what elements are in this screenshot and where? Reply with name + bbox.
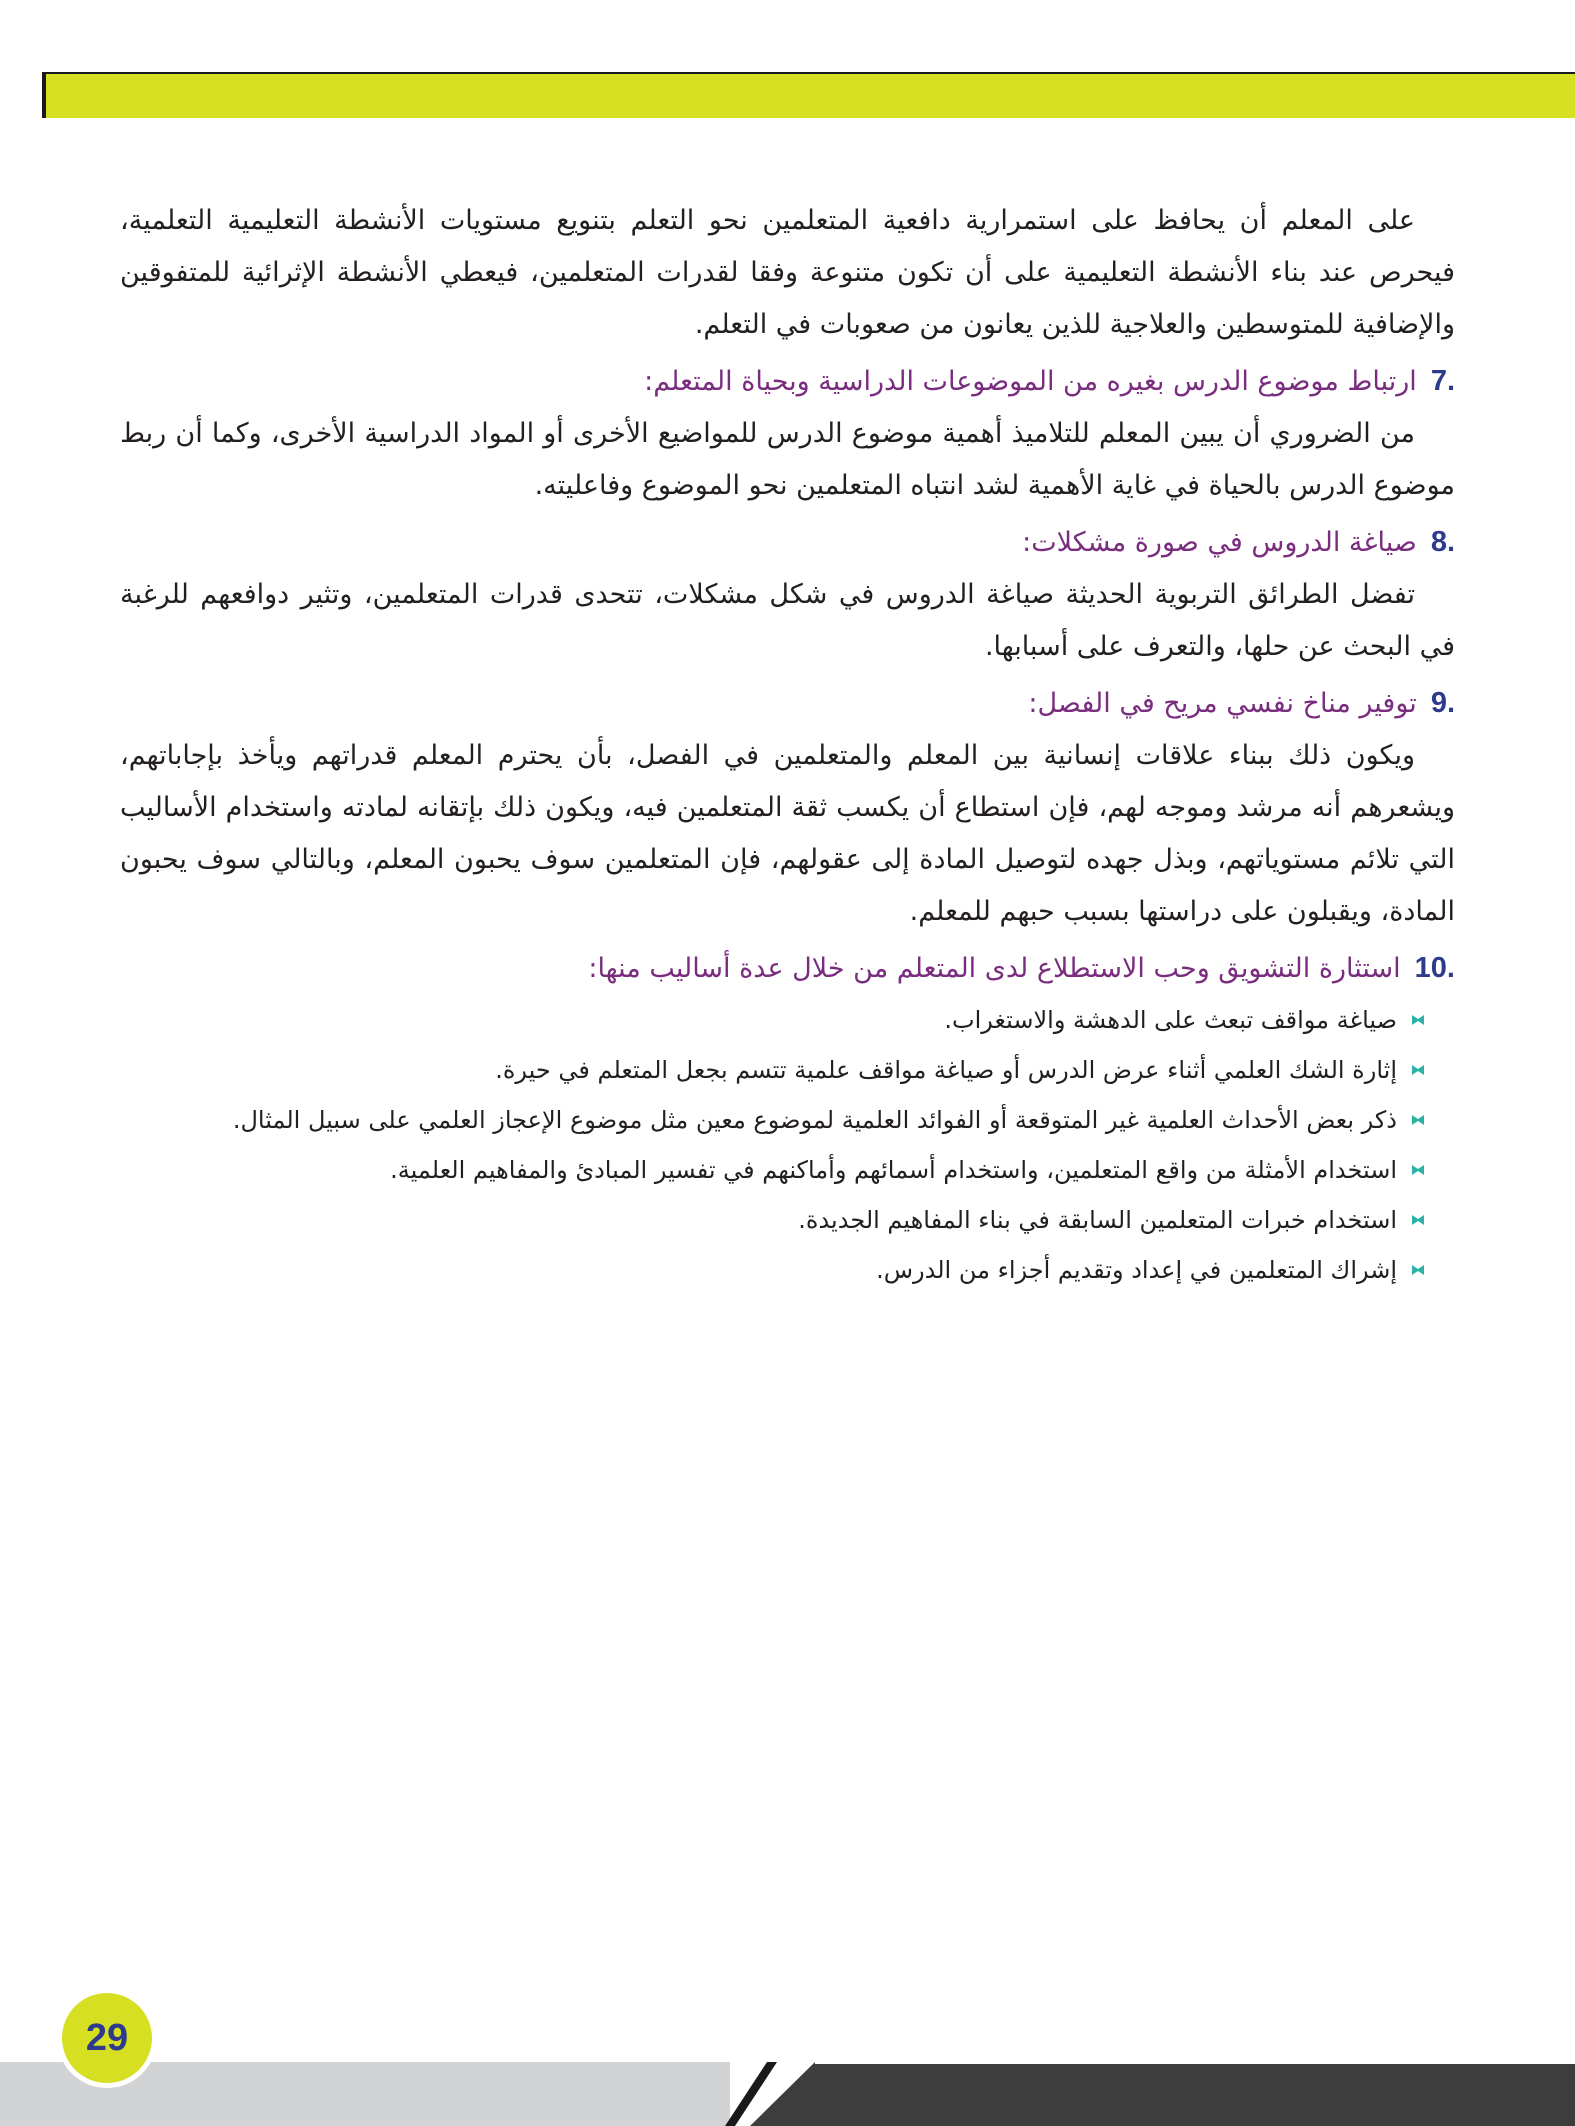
section-8-heading xyxy=(120,522,1455,563)
section-7-heading xyxy=(120,361,1455,402)
section-7-title: ارتباط موضوع الدرس بغيره من الموضوعات الدراسية وبحياة المتعلم: xyxy=(644,366,1417,397)
bullet-icon xyxy=(1411,1113,1425,1127)
intro-paragraph: على المعلم أن يحافظ على استمرارية دافعية المتعلمين نحو التعلم بتنويع مستويات الأنشطة التعليمية التعلمية، فيحرص عند بناء الأنشطة التعليمية على أن تكون متنوعة وفقا لقدرات المتعلمين، فيعطي الأنشطة الإثرائية للمتفوقين والإضافية للمتوسطين والعلاجية للذين يعانون من صعوبات في التعلم. xyxy=(120,205,1455,340)
list-item xyxy=(120,1095,1425,1145)
section-8-title: صياغة الدروس في صورة مشكلات: xyxy=(1022,527,1417,558)
footer-dark-band xyxy=(725,2062,1575,2126)
bullet-text: استخدام الأمثلة من واقع المتعلمين، واستخدام أسمائهم وأماكنهم في تفسير المبادئ والمفاهيم العلمية. xyxy=(390,1156,1397,1184)
bullet-icon xyxy=(1411,1263,1425,1277)
page-number-badge: 29 xyxy=(62,1993,152,2083)
bullet-text: استخدام خبرات المتعلمين السابقة في بناء المفاهيم الجديدة. xyxy=(798,1206,1397,1234)
list-item xyxy=(120,995,1425,1045)
list-item xyxy=(120,1045,1425,1095)
section-7-body: من الضروري أن يبين المعلم للتلاميذ أهمية موضوع الدرس للمواضيع الأخرى أو المواد الدراسية الأخرى، وكما أن ربط موضوع الدرس بالحياة في غاية الأهمية لشد انتباه المتعلمين نحو الموضوع وفاعليته. xyxy=(120,418,1455,501)
section-10-title: استثارة التشويق وحب الاستطلاع لدى المتعلم من خلال عدة أساليب منها: xyxy=(588,953,1401,984)
bullet-text: صياغة مواقف تبعث على الدهشة والاستغراب. xyxy=(944,1006,1397,1034)
section-9-heading xyxy=(120,683,1455,724)
section-8-number: 8. xyxy=(1430,526,1455,558)
section-9-body: ويكون ذلك ببناء علاقات إنسانية بين المعلم والمتعلمين في الفصل، بأن يحترم المعلم قدراتهم ويأخذ بإجاباتهم، ويشعرهم أنه مرشد وموجه لهم، فإن استطاع أن يكسب ثقة المتعلمين فيه، ويكون ذلك بإتقانه لمادته واستخدام الأساليب التي تلائم مستوياتهم، وبذل جهده لتوصيل المادة إلى عقولهم، فإن المتعلمين سوف يحبون المعلم، وبالتالي سوف يحبون المادة، ويقبلون على دراستها بسبب حبهم للمعلم. xyxy=(120,740,1455,927)
section-10-number: 10. xyxy=(1414,952,1455,984)
list-item xyxy=(120,1195,1425,1245)
list-item xyxy=(120,1245,1425,1295)
bullet-icon xyxy=(1411,1163,1425,1177)
section-7-number: 7. xyxy=(1430,365,1455,397)
page-content xyxy=(120,195,1455,1295)
bullet-text: إشراك المتعلمين في إعداد وتقديم أجزاء من الدرس. xyxy=(876,1256,1397,1284)
section-10-heading xyxy=(120,948,1455,989)
section-9-title: توفير مناخ نفسي مريح في الفصل: xyxy=(1028,688,1417,719)
bullet-icon xyxy=(1411,1063,1425,1077)
section-9-number: 9. xyxy=(1430,687,1455,719)
list-item xyxy=(120,1145,1425,1195)
bullet-icon xyxy=(1411,1213,1425,1227)
bullet-text: إثارة الشك العلمي أثناء عرض الدرس أو صياغة مواقف علمية تتسم بجعل المتعلم في حيرة. xyxy=(495,1056,1397,1084)
bullet-icon xyxy=(1411,1013,1425,1027)
section-8-body: تفضل الطرائق التربوية الحديثة صياغة الدروس في شكل مشكلات، تتحدى قدرات المتعلمين، وتثير دوافعهم للرغبة في البحث عن حلها، والتعرف على أسبابها. xyxy=(120,579,1455,662)
section-10-bullet-list xyxy=(120,995,1455,1295)
header-accent-bar xyxy=(42,72,1575,118)
bullet-text: ذكر بعض الأحداث العلمية غير المتوقعة أو الفوائد العلمية لموضوع معين مثل موضوع الإعجاز العلمي على سبيل المثال. xyxy=(232,1106,1397,1134)
